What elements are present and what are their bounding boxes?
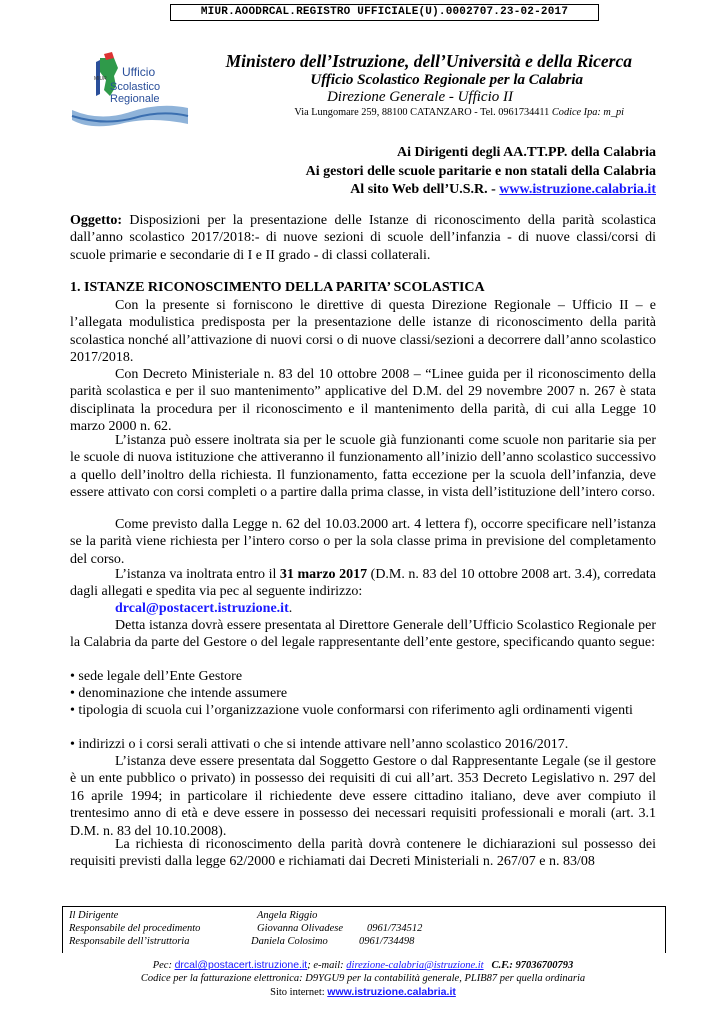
footer-phone: 0961/734512 [367, 923, 423, 934]
footer-contacts [62, 959, 664, 971]
pec-address[interactable]: drcal@postacert.istruzione.it [115, 601, 289, 616]
body-paragraph-1: Con la presente si forniscono le direttive di questa Direzione Regionale – Ufficio II – e l’allegata modulistica predisposta per la presentazione delle istanze di riconoscimento della parità scolastica nonché all’attivazione di nuovi corsi o di nuove classi/sezioni a decorrere dall’anno scolastico 2017/2018. [70, 298, 656, 366]
logo-text-line1: Ufficio [122, 65, 156, 79]
usr-website-link[interactable]: www.istruzione.calabria.it [499, 182, 656, 197]
tax-code: C.F.: 97036700793 [491, 960, 574, 971]
footer-role: Il Dirigente [69, 910, 119, 921]
bullet-item: • tipologia di scuola cui l’organizzazione vuole conformarsi con riferimento agli ordinamenti vigenti [70, 703, 633, 718]
body-paragraph-6: Detta istanza dovrà essere presentata al Direttore Generale dell’Ufficio Scolastico Regionale per la Calabria da parte del Gestore o del legale rappresentante dell’ente gestore, specificando quanto segue: [70, 618, 656, 651]
addressee-line-1: Ai Dirigenti degli AA.TT.PP. della Calabria [396, 145, 656, 160]
invoice-codes: Codice per la fatturazione elettronica: D9YGU9 per la contabilità generale, PLIB87 per quella ordinaria [140, 973, 586, 984]
logo-text-line2: Scolastico [110, 81, 161, 93]
office-title: Ufficio Scolastico Regionale per la Calabria [310, 72, 583, 88]
pec-label: Pec: [152, 960, 175, 971]
body-paragraph-8: La richiesta di riconoscimento della parità dovrà contenere le dichiarazioni sul possesso dei requisiti previsti dalla legge 62/2000 e richiamati dai Decreti Ministeriali n. 267/07 e n. 83/08 [70, 837, 656, 870]
addressee-line-3 [200, 180, 656, 199]
logo-small-text: MIUR [94, 76, 107, 82]
footer-name: Angela Riggio [257, 910, 318, 921]
body-paragraph-3: L’istanza può essere inoltrata sia per le scuole già funzionanti come scuole non paritarie sia per le scuole di nuova istituzione che attiveranno il funzionamento all’inizio dell’anno scolastico successivo a quello dell’inoltro della richiesta. Il funzionamento, fatta eccezione per la scuola dell’infanzia, deve essere attivato con corsi completi o a partire dalla prima classe, in vista dell’istituzione dell’intero corso. [70, 433, 656, 501]
footer-name: Giovanna Olivadese [257, 923, 344, 934]
subject-text: Disposizioni per la presentazione delle Istanze di riconoscimento della parità scolastica dall’anno scolastico 2017/2018:- di nuove sezioni di scuole dell’infanzia - di nuove classi/corsi di scuole primarie e secondarie di I e II grado - di classi collaterali. [70, 213, 656, 263]
pec-dot: . [288, 601, 293, 616]
ipa-code: Codice Ipa: m_pi [551, 107, 624, 118]
footer-name: Daniela Colosimo [251, 936, 328, 947]
deadline-intro: L’istanza va inoltrata entro il [115, 567, 280, 582]
body-paragraph-5 [70, 566, 656, 601]
body-paragraph-7: L’istanza deve essere presentata dal Soggetto Gestore o dal Rappresentante Legale (se il gestore è un ente pubblico o privato) in possesso dei requisiti di cui all’art. 353 Decreto Legislativo n. 297 del 16 aprile 1994; in particolare il richiedente deve essere cittadino italiano, deve aver compiuto il trentesimo anno di età e deve essere in possesso dei necessari requisiti professionali e morali (art. 3.1 D.M. n. 83 del 10.10.2008). [70, 754, 656, 839]
site-label: Sito internet: [270, 987, 328, 998]
email-label: ; e-mail: [307, 960, 347, 971]
address-text: Via Lungomare 259, 88100 CATANZARO - Tel. 0961734411 [294, 107, 550, 118]
footer-email-link[interactable]: direzione-calabria@istruzione.it [346, 960, 484, 971]
footer-site-link[interactable]: www.istruzione.calabria.it [327, 986, 456, 998]
subject-paragraph [70, 212, 656, 264]
footer-website [62, 986, 664, 998]
office-address [192, 107, 624, 118]
protocol-stamp: MIUR.AOODRCAL.REGISTRO UFFICIALE(U).0002707.23-02-2017 [170, 4, 599, 21]
direction-title: Direzione Generale - Ufficio II [326, 89, 513, 105]
footer-phone: 0961/734498 [359, 936, 415, 947]
pec-address-line [70, 600, 656, 617]
logo-text-line3: Regionale [110, 93, 160, 105]
subject-label: Oggetto: [70, 213, 123, 228]
section-title: 1. ISTANZE RICONOSCIMENTO DELLA PARITA’ SCOLASTICA [70, 280, 485, 295]
deadline-date: 31 marzo 2017 [279, 567, 368, 582]
addressee-line-3-prefix: Al sito Web dell’U.S.R. - [350, 182, 500, 197]
body-paragraph-4: Come previsto dalla Legge n. 62 del 10.03.2000 art. 4 lettera f), occorre specificare nell’istanza se la parità viene richiesta per l’intero corso o per la sola classe prima in previsione del completamento del corso. [70, 517, 656, 567]
body-paragraph-2: Con Decreto Ministeriale n. 83 del 10 ottobre 2008 – “Linee guida per il riconoscimento della parità scolastica e per il suo mantenimento” applicative del D.M. del 29 novembre 2007 n. 267 è stata disciplinata la procedura per il riconoscimento e il mantenimento della parità, di cui alla Legge 10 marzo 2000 n. 62. [70, 367, 656, 435]
responsibles-box [62, 906, 666, 953]
ministry-title: Ministero dell’Istruzione, dell’Università e della Ricerca [225, 51, 632, 71]
footer-role: Responsabile del procedimento [69, 923, 201, 934]
footer-role: Responsabile dell’istruttoria [69, 936, 190, 947]
usr-calabria-logo [70, 50, 190, 128]
bullet-item: • indirizzi o i corsi serali attivati o che si intende attivare nell’anno scolastico 2016/2017. [70, 737, 569, 752]
bullet-item: • denominazione che intende assumere [70, 686, 288, 701]
deadline-rest: (D.M. n. 83 del 10 ottobre 2008 art. 3.4), corredata dagli allegati e spedita via pec al seguente indirizzo: [70, 567, 656, 600]
bullet-item: • sede legale dell’Ente Gestore [70, 669, 243, 684]
footer-pec-link[interactable]: drcal@postacert.istruzione.it [174, 959, 308, 971]
addressee-line-2: Ai gestori delle scuole paritarie e non statali della Calabria [305, 164, 656, 179]
